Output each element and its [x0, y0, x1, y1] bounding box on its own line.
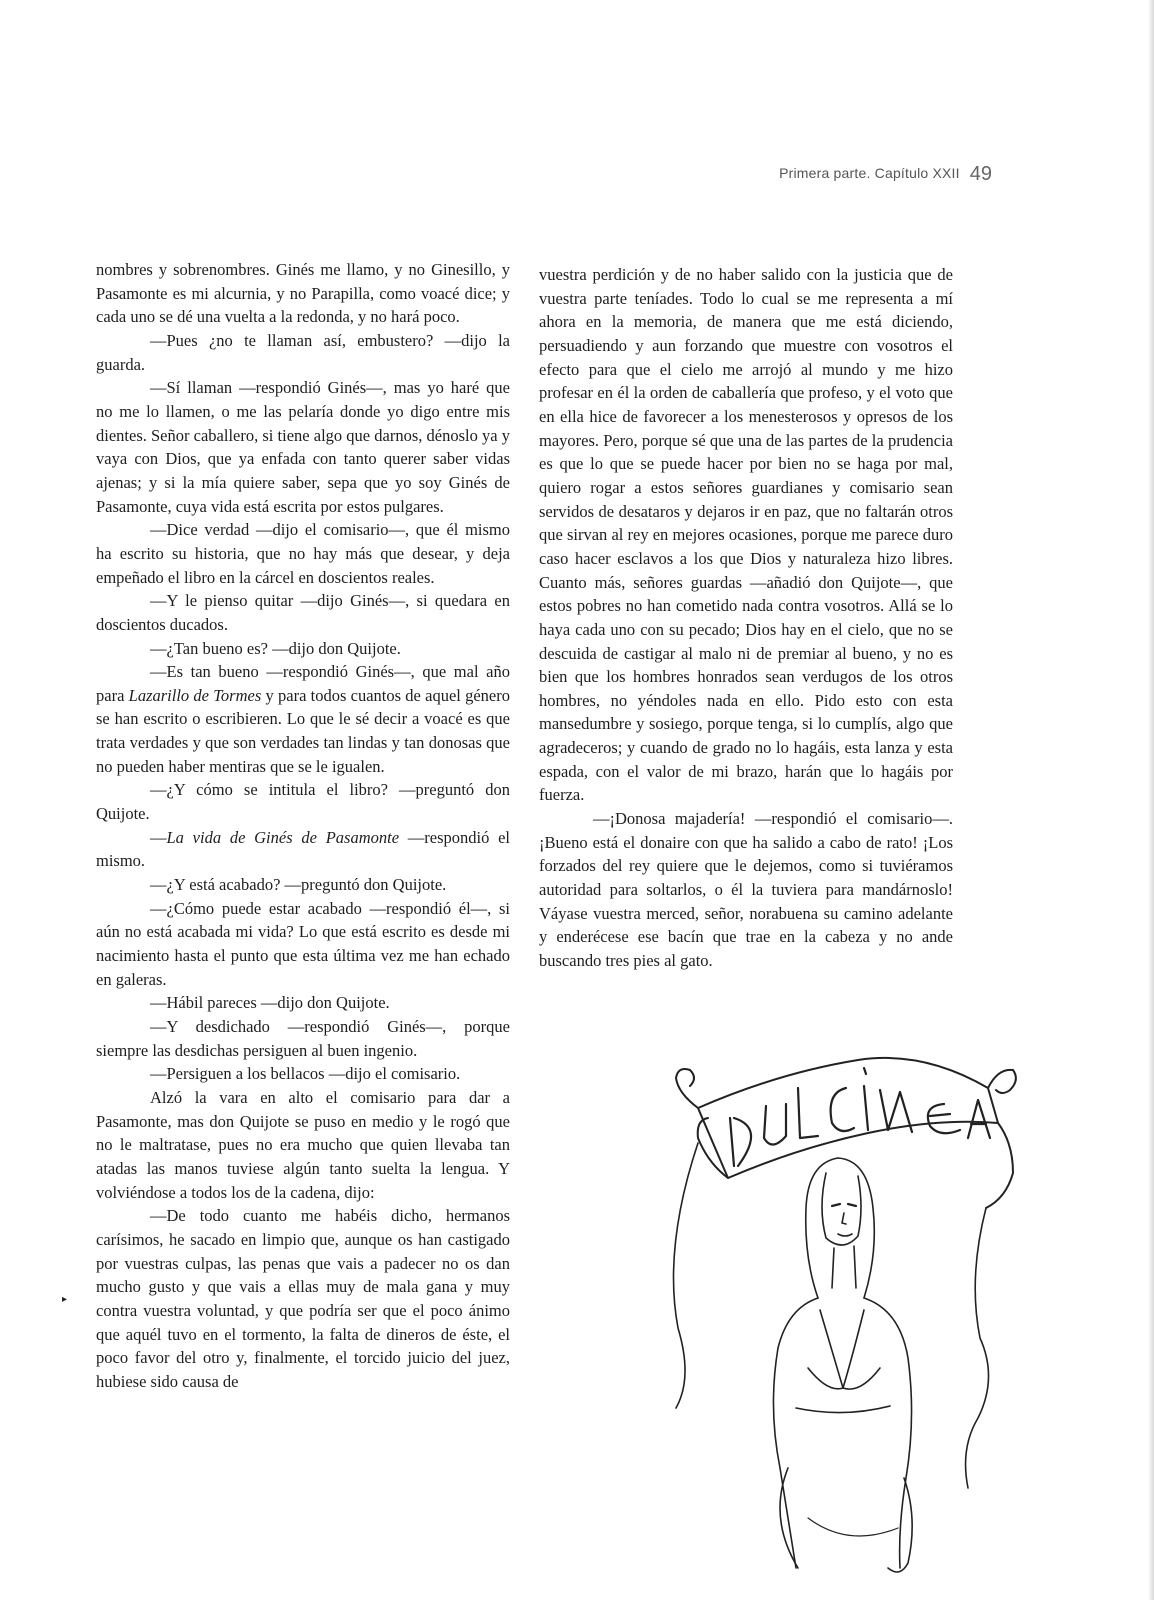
paragraph: —Pues ¿no te llaman así, embustero? —dijo la guarda. — [96, 330, 510, 374]
paragraph: —Persiguen a los bellacos —dijo el comisario. — [150, 1064, 461, 1084]
paragraph: vuestra perdición y de no haber salido con la justicia que de vuestra parte teníades. Todo lo cual se me representa a mí ahora en la memoria, de manera que me está diciendo, persuadiendo y aun forzando que muestre con vosotros el efecto para que el cielo me arrojó al mundo y me hizo profesar en él la orden de caballería que profeso, y el voto que en ella hice de favorecer a los menesterosos y opresos de los mayores. Pero, porque sé que una de las partes de la prudencia es que lo que se puede hacer por bien no se haga por mal, quiero rogar a estos señores guardianes y comisario sean servidos de desataros y dejaros ir en paz, que no faltarán otros que sirvan al rey en mejores ocasiones, porque me parece duro caso hacer esclavos a los que Dios y naturaleza hizo libres. Cuanto más, señores guardas —añadió don Quijote—, que estos pobres no han cometido nada contra vosotros. Allá se lo haya cada uno con su pecado; Dios hay en el cielo, que no se descuida de castigar al malo ni de premiar al bueno, y no es bien que los hombres honrados sean verdugos de los otros hombres, no yéndoles nada en ello. Pido esto con esta mansedumbre y sosiego, porque tenga, si lo cumplís, algo que agradeceros; y cuando de grado no lo hagáis, esta lanza y esta espada, con el valor de mi brazo, harán que lo hagáis por fuerza. — [539, 265, 953, 805]
paragraph: —Y desdichado —respondió Ginés—, porque siempre las desdichas persiguen al buen ingenio. — [96, 1017, 510, 1060]
banner-lettering — [730, 1068, 990, 1166]
left-text-column — [96, 258, 510, 1394]
paragraph: —Dice verdad —dijo el comisario—, que él mismo ha escrito su historia, que no hay más que desear, y deja empeñado el libro en la cárcel en doscientos reales. — [96, 520, 510, 587]
margin-mark: ▸ — [62, 1294, 68, 1305]
banner-left-tail — [674, 1143, 699, 1408]
paragraph: —¿Y cómo se intitula el libro? —preguntó don Quijote. — [96, 780, 510, 824]
paragraph: Alzó la vara en alto el comisario para dar a Pasamonte, mas don Quijote se puso en medio y le rogó que no le maltratase, pues no era mucho que quien llevaba tan atadas las manos tuviese algún tanto suelta la lengua. Y volviéndose a todos los de la cadena, dijo: — [96, 1087, 510, 1202]
paragraph — [96, 660, 510, 778]
paragraph — [96, 826, 510, 873]
woman-figure — [773, 1158, 912, 1572]
paragraph: —¿Cómo puede estar acabado —respondió él—, si aún no está acabada mi vida? Lo que está escrito es desde mi nacimiento hasta el punto que esta última vez me han echado en galeras. — [96, 898, 510, 989]
paragraph: —Sí llaman —respondió Ginés—, mas yo haré que no me lo llamen, o me las pelaría donde yo digo entre mis dientes. Señor caballero, si tiene algo que darnos, dénoslo ya y vaya con Dios, que ya enfada con tanto querer saber vidas ajenas; y si la mía quiere saber, sepa que yo soy Ginés de Pasamonte, cuya vida está escrita por estos pulgares. — [96, 378, 510, 516]
banner-right-tail — [966, 1208, 989, 1488]
text-run: —Es tan bueno —respondió Ginés—, que mal año para — [96, 662, 510, 705]
text-run: — — [150, 827, 167, 847]
running-header — [600, 163, 992, 186]
paragraph: —¿Y está acabado? —preguntó don Quijote. — [150, 875, 447, 895]
paragraph: —Y le pienso quitar —dijo Ginés—, si quedara en doscientos ducados. — [96, 591, 510, 634]
paragraph: —¿Tan bueno es? —dijo don Quijote. — [150, 638, 401, 658]
dulcinea-illustration — [668, 1048, 1018, 1588]
paragraph: nombres y sobrenombres. Ginés me llamo, y no Ginesillo, y Pasamonte es mi alcurnia, y no Parapilla, como voacé dice; y cada uno se dé una vuelta a la redonda, y no hará poco. — [96, 260, 510, 327]
paragraph: —De todo cuanto me habéis dicho, hermanos carísimos, he sacado en limpio que, aunque os han castigado por vuestras culpas, las penas que vais a padecer no os dan mucho gusto y que vais a ellas muy de mala gana y muy contra vuestra voluntad, y que podría ser que el poco ánimo que aquél tuvo en el tormento, la falta de dineros de éste, el poco favor del otro y, finalmente, el torcido juicio del juez, hubiese sido causa de — [96, 1206, 510, 1391]
text-run: y para todos cuantos de aquel género se han escrito o escribieren. Lo que le sé decir a voacé es que trata verdades y que son verdades tan lindas y tan donosas que no pueden haber mentiras que se le igualen. — [96, 685, 510, 776]
paragraph: —¡Donosa majadería! —respondió el comisario—. ¡Bueno está el donaire con que ha salido a cabo de rato! ¡Los forzados del rey quiere que le dejemos, como si tuviéramos autoridad para soltarlos, o él la tuviera para mandárnoslo! Váyase vuestra merced, señor, norabuena su camino adelante y enderécese ese bacín que trae en la cabeza y no ande buscando tres pies al gato. — [539, 809, 953, 971]
book-title-lazarillo: Lazarillo de Tormes — [128, 685, 262, 705]
paragraph: —Hábil pareces —dijo don Quijote. — [150, 993, 390, 1013]
running-title: Primera parte. Capítulo XXII — [779, 165, 960, 181]
right-text-column — [539, 263, 953, 973]
page-number: 49 — [969, 163, 992, 185]
page-edge-shadow — [1148, 0, 1154, 1600]
text-run: —respondió el mismo. — [96, 827, 510, 871]
book-title-vida-gines: La vida de Ginés de Pasamonte — [166, 827, 400, 847]
